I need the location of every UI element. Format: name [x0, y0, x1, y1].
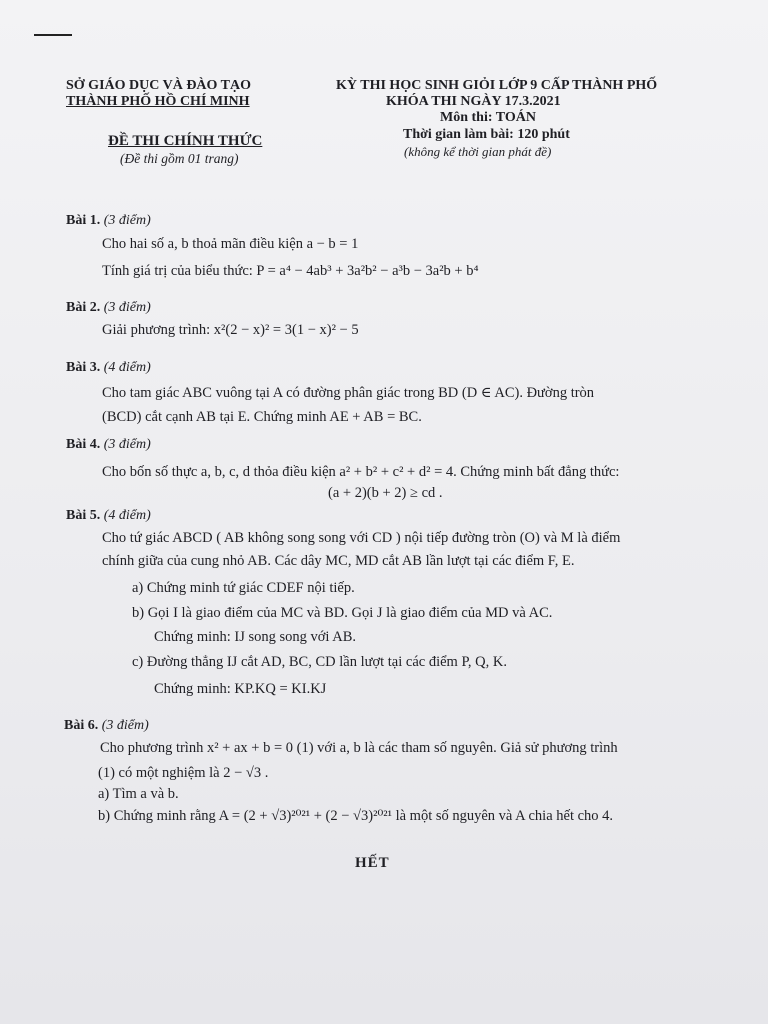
problem-points: (4 điểm)	[103, 508, 151, 523]
problem-title: Bài 1.	[66, 213, 101, 228]
problem-line: Cho bốn số thực a, b, c, d thỏa điều kiện a² + b² + c² + d² = 4. Chứng minh bất đẳng thức:	[102, 464, 620, 480]
subquestion-c: c) Đường thẳng IJ cắt AD, BC, CD lần lượt tại các điểm P, Q, K.	[132, 654, 507, 670]
exam-subject: Môn thi: TOÁN	[440, 110, 536, 125]
problem-points: (3 điểm)	[101, 718, 149, 733]
department-name: SỞ GIÁO DỤC VÀ ĐÀO TẠO	[66, 78, 252, 93]
problem-line: (1) có một nghiệm là 2 − √3 .	[98, 765, 269, 781]
problem-line: Cho hai số a, b thoả mãn điều kiện a − b = 1	[102, 236, 359, 252]
problem-4-heading	[66, 437, 151, 453]
problem-title: Bài 5.	[66, 508, 101, 523]
exam-date: KHÓA THI NGÀY 17.3.2021	[386, 94, 561, 109]
problem-line: chính giữa của cung nhỏ AB. Các dây MC, MD cắt AB lần lượt tại các điểm F, E.	[102, 553, 575, 569]
official-label: ĐỀ THI CHÍNH THỨC	[108, 133, 263, 149]
end-marker: HẾT	[355, 855, 390, 871]
problem-line: Cho tam giác ABC vuông tại A có đường phân giác trong BD (D ∈ AC). Đường tròn	[102, 385, 595, 401]
problem-points: (3 điểm)	[103, 300, 151, 315]
problem-title: Bài 6.	[64, 718, 99, 733]
problem-line: Tính giá trị của biểu thức: P = a⁴ − 4ab³ + 3a²b² − a³b − 3a²b + b⁴	[102, 263, 479, 279]
problem-title: Bài 2.	[66, 300, 101, 315]
subquestion-b: b) Chứng minh rằng A = (2 + √3)²⁰²¹ + (2 − √3)²⁰²¹ là một số nguyên và A chia hết cho 4.	[98, 808, 614, 824]
city-name: THÀNH PHỐ HỒ CHÍ MINH	[66, 94, 250, 109]
problem-line: Chứng minh: KP.KQ = KI.KJ	[154, 681, 327, 697]
exam-time-note: (không kể thời gian phát đề)	[404, 144, 552, 159]
subquestion-b: b) Gọi I là giao điểm của MC và BD. Gọi J là giao điểm của MD và AC.	[132, 605, 553, 621]
problem-line: Chứng minh: IJ song song với AB.	[154, 629, 357, 645]
problem-title: Bài 4.	[66, 437, 101, 452]
pages-note: (Đề thi gồm 01 trang)	[120, 151, 239, 166]
corner-mark	[34, 34, 72, 36]
problem-points: (3 điểm)	[103, 437, 151, 452]
problem-2-heading	[66, 300, 151, 316]
problem-line: Giải phương trình: x²(2 − x)² = 3(1 − x)² − 5	[102, 322, 359, 338]
subquestion-a: a) Tìm a và b.	[98, 786, 179, 802]
problem-5-heading	[66, 508, 151, 524]
problem-6-heading	[64, 718, 149, 734]
problem-points: (4 điểm)	[103, 360, 151, 375]
problem-line: (a + 2)(b + 2) ≥ cd .	[328, 485, 443, 501]
problem-title: Bài 3.	[66, 360, 101, 375]
subquestion-a: a) Chứng minh tứ giác CDEF nội tiếp.	[132, 580, 355, 596]
problem-3-heading	[66, 360, 151, 376]
problem-points: (3 điểm)	[103, 213, 151, 228]
problem-line: (BCD) cắt cạnh AB tại E. Chứng minh AE + AB = BC.	[102, 409, 422, 425]
problem-1-heading	[66, 213, 151, 229]
exam-title: KỲ THI HỌC SINH GIỎI LỚP 9 CẤP THÀNH PHỐ	[336, 78, 658, 93]
problem-line: Cho tứ giác ABCD ( AB không song song với CD ) nội tiếp đường tròn (O) và M là điểm	[102, 530, 621, 546]
exam-time: Thời gian làm bài: 120 phút	[403, 127, 570, 142]
problem-line: Cho phương trình x² + ax + b = 0 (1) với a, b là các tham số nguyên. Giả sử phương trình	[100, 740, 618, 756]
